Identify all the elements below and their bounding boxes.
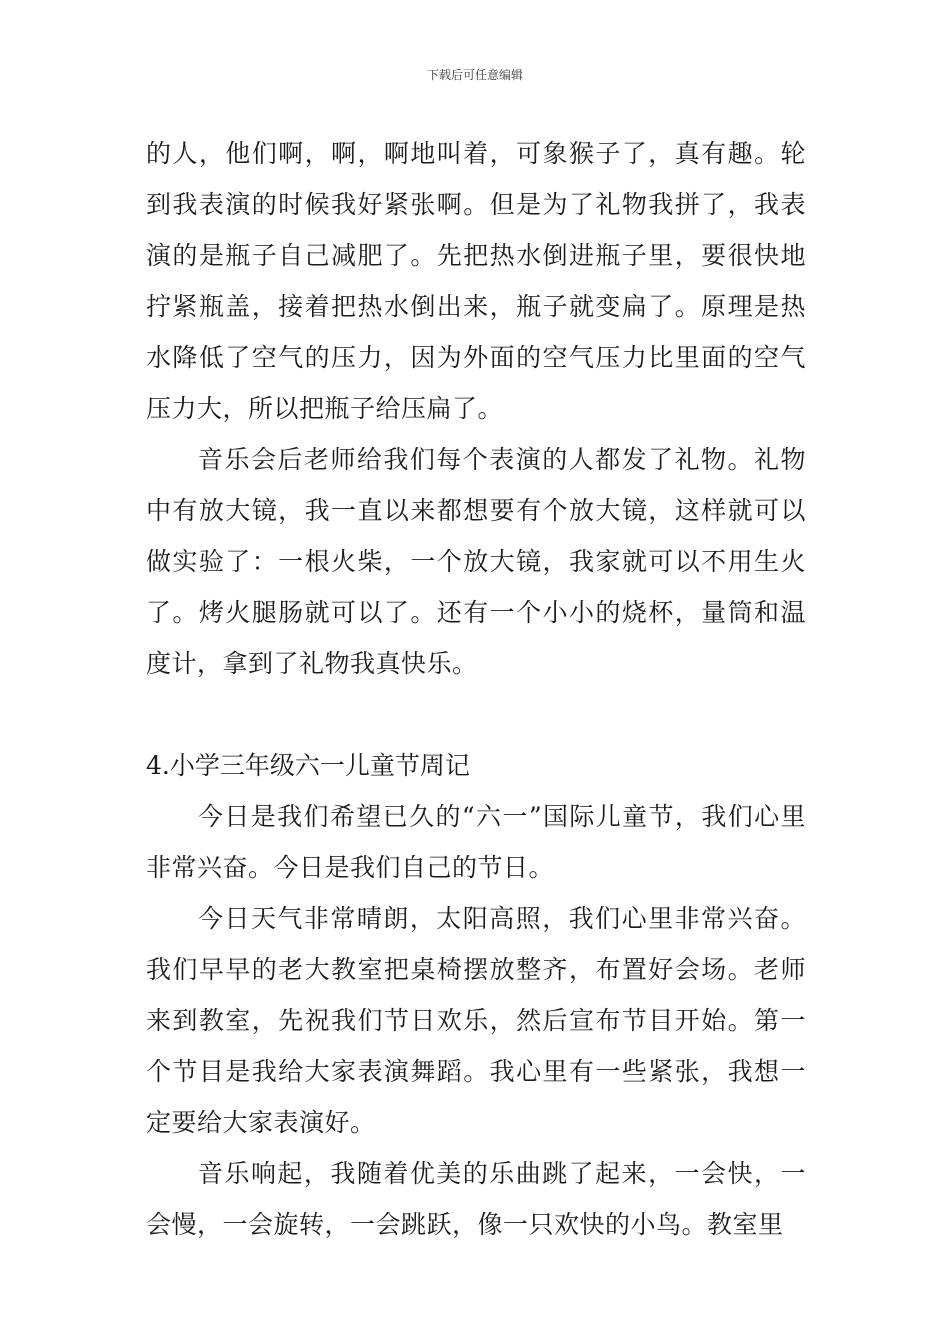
paragraph-1: 的人，他们啊，啊，啊地叫着，可象猴子了，真有趣。轮到我表演的时候我好紧张啊。但是为了礼物我拼了，我表演的是瓶子自己减肥了。先把热水倒进瓶子里，要很快地拧紧瓶盖，接着把热水倒出来，瓶子就变扁了。原理是热水降低了空气的压力，因为外面的空气压力比里面的空气压力大，所以把瓶子给压扁了。	[146, 139, 806, 423]
section-gap	[146, 689, 806, 740]
paragraph-4: 今日天气非常晴朗，太阳高照，我们心里非常兴奋。我们早早的老大教室把桌椅摆放整齐，布置好会场。老师来到教室，先祝我们节日欢乐，然后宣布节目开始。第一个节目是我给大家表演舞蹈。我心里有一些紧张，我想一定要给大家表演好。	[146, 904, 806, 1137]
page-header: 下载后可任意编辑	[426, 68, 523, 82]
paragraph-2: 音乐会后老师给我们每个表演的人都发了礼物。礼物中有放大镜，我一直以来都想要有个放大镜，这样就可以做实验了：一根火柴，一个放大镜，我家就可以不用生火了。烤火腿肠就可以了。还有一个小小的烧杯，量筒和温度计，拿到了礼物我真快乐。	[146, 445, 806, 678]
paragraph-5: 音乐响起，我随着优美的乐曲跳了起来，一会快，一会慢，一会旋转，一会跳跃，像一只欢快的小鸟。教室里	[146, 1159, 806, 1239]
section-title: 4.小学三年级六一儿童节周记	[146, 751, 470, 780]
paragraph-3: 今日是我们希望已久的“六一”国际儿童节，我们心里非常兴奋。今日是我们自己的节日。	[146, 802, 806, 882]
document-body	[146, 128, 806, 1250]
